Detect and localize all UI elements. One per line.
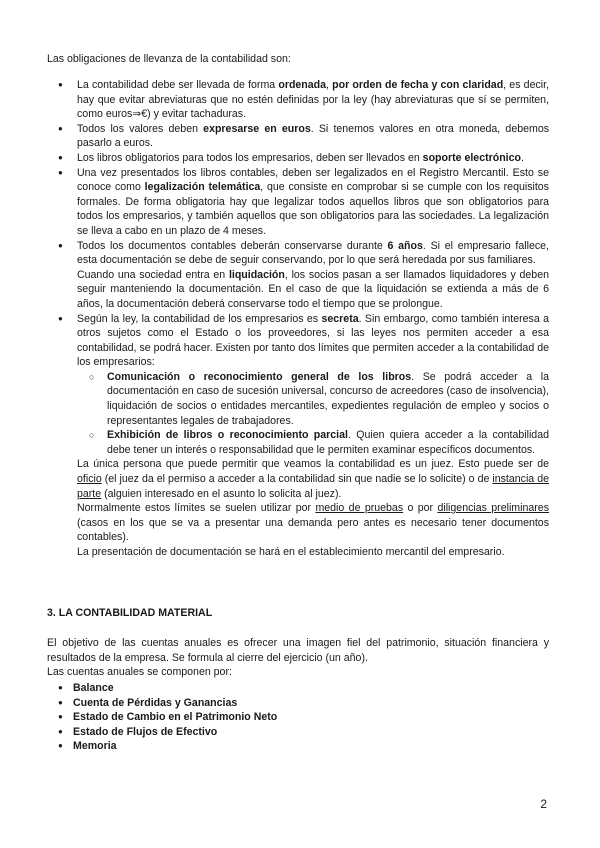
- item-paragraph: [77, 501, 549, 545]
- access-limits-list: [77, 370, 549, 458]
- bold-term: 6 años: [387, 239, 423, 252]
- item-text: , que consiste en comprobar si se cumple con los requisitos formales. De forma obligatoria hay que legalizar todos aquellos libros que son obligatorios para todos los empresarios, y también aquellos que son obligatorios para las sociedades. La legalización se lleva a cabo en un plazo de 4 meses.: [77, 181, 549, 237]
- item-text: La contabilidad debe ser llevada de forma: [77, 79, 279, 91]
- bold-term: expresarse en euros: [203, 122, 311, 135]
- item-text: o por: [403, 502, 438, 515]
- bold-term: por orden de fecha y con claridad: [332, 79, 504, 91]
- item-text: . Sin embargo, como también interesa a otros sujetos como el Estado o los proveedores, si las leyes nos permiten acceder a esa contabilidad, se podrá hacer. Existen por tanto dos límites que permiten acceder a la contabilidad de los empresarios:: [77, 312, 550, 369]
- item-paragraph: La presentación de documentación se hará en el establecimiento mercantil del empresario.: [77, 546, 505, 558]
- item-text: (el juez da el permiso a acceder a la contabilidad sin que nadie se lo solicite) o de: [101, 473, 493, 486]
- list-item: [47, 122, 549, 151]
- item-text: (alguien interesado en el asunto lo solicita al juez).: [101, 487, 342, 500]
- item-text: . Si tenemos valores en otra moneda, debemos pasarlo a euros.: [77, 122, 550, 150]
- list-item: ● Memoria: [47, 739, 547, 754]
- item-paragraph: [77, 239, 549, 268]
- underlined-term: medio de pruebas: [315, 502, 404, 515]
- item-text: (casos en los que se va a presentar una demanda pero antes es necesario tener documentos contables).: [77, 516, 549, 544]
- list-item: ● Cuenta de Pérdidas y Ganancias: [47, 696, 547, 711]
- section-heading: 3. LA CONTABILIDAD MATERIAL: [47, 607, 213, 619]
- list-item: ● Estado de Flujos de Efectivo: [47, 725, 547, 740]
- item-text: Todos los valores deben: [77, 122, 204, 135]
- list-item: [47, 239, 549, 312]
- item-text: Todos los documentos contables deberán conservarse durante: [77, 239, 388, 252]
- list-item: [47, 151, 549, 166]
- underlined-term: oficio: [77, 473, 102, 486]
- bold-term: ordenada: [278, 79, 327, 91]
- item-text: Los libros obligatorios para todos los empresarios, deben ser llevados en: [77, 151, 423, 164]
- item-paragraph: [77, 312, 549, 370]
- item-text: Normalmente estos límites se suelen utilizar por: [77, 502, 316, 515]
- bold-term: legalización telemática: [144, 181, 261, 194]
- item-text: , los socios pasan a ser llamados liquidadores y deben seguir manteniendo la documentación. En el caso de que la liquidación se extienda a más de 6 años, la documentación deberá conservarse todo el tiempo que se prolongue.: [77, 268, 549, 310]
- item-text: .: [520, 151, 524, 164]
- item-text: . Se podrá acceder a la documentación en caso de sucesión universal, concurso de acreedores (caso de insolvencia), liquidación de socios o entidades mercantiles, expedientes regulación de empleo y socios o representantes legales de trabajadores.: [107, 370, 549, 427]
- list-item: [47, 78, 549, 122]
- underlined-term: instancia de parte: [77, 473, 549, 500]
- accounts-list: [47, 681, 547, 754]
- item-paragraph: [77, 268, 549, 312]
- item-text: , es decir, hay que evitar abreviaturas que no estén definidas por la ley (hay abreviaturas que sí se permiten, como euros⇒€) y evitar tachaduras.: [77, 79, 549, 121]
- intro-text: Las obligaciones de llevanza de la contabilidad son:: [47, 53, 291, 65]
- list-item: [47, 166, 549, 239]
- sub-list-item: [77, 370, 549, 428]
- item-text: Una vez presentados los libros contables, deben ser legalizados en el Registro Mercantil. Esto se conoce como: [77, 166, 549, 194]
- underlined-term: diligencias preliminares: [437, 502, 549, 515]
- accounts-intro: Las cuentas anuales se componen por:: [47, 666, 232, 679]
- bold-term: secreta: [321, 312, 359, 325]
- item-paragraph: [77, 457, 549, 501]
- bold-term: soporte electrónico: [422, 151, 521, 164]
- item-text: Según la ley, la contabilidad de los empresarios es: [77, 312, 322, 325]
- item-text: La única persona que puede permitir que veamos la contabilidad es un juez. Esto puede ser de: [77, 458, 549, 471]
- list-item: [47, 312, 549, 560]
- bold-term: liquidación: [228, 268, 285, 281]
- item-text: . Si el empresario fallece, esta documentación se debe de seguir conservando, por lo que será heredada por sus familiares.: [77, 239, 549, 267]
- objective-text: El objetivo de las cuentas anuales es ofrecer una imagen fiel del patrimonio, situación financiera y resultados de la empresa. Se formula al cierre del ejercicio (un año).: [47, 637, 549, 664]
- list-item: ● Balance: [47, 681, 547, 696]
- item-text: Cuando una sociedad entra en: [77, 268, 229, 281]
- page-number: 2: [540, 797, 547, 811]
- list-item: ● Estado de Cambio en el Patrimonio Neto: [47, 710, 547, 725]
- bold-term: Comunicación o reconocimiento general de los libros: [107, 370, 412, 383]
- item-text: . Quien quiera acceder a la contabilidad debe tener un interés o responsabilidad que le permiten examinar específicos documentos.: [107, 429, 549, 456]
- obligations-list: [47, 78, 549, 560]
- bold-term: Exhibición de libros o reconocimiento parcial: [107, 429, 348, 442]
- sub-list-item: [77, 428, 549, 457]
- item-text: ,: [326, 79, 333, 91]
- objective-block: [47, 636, 549, 680]
